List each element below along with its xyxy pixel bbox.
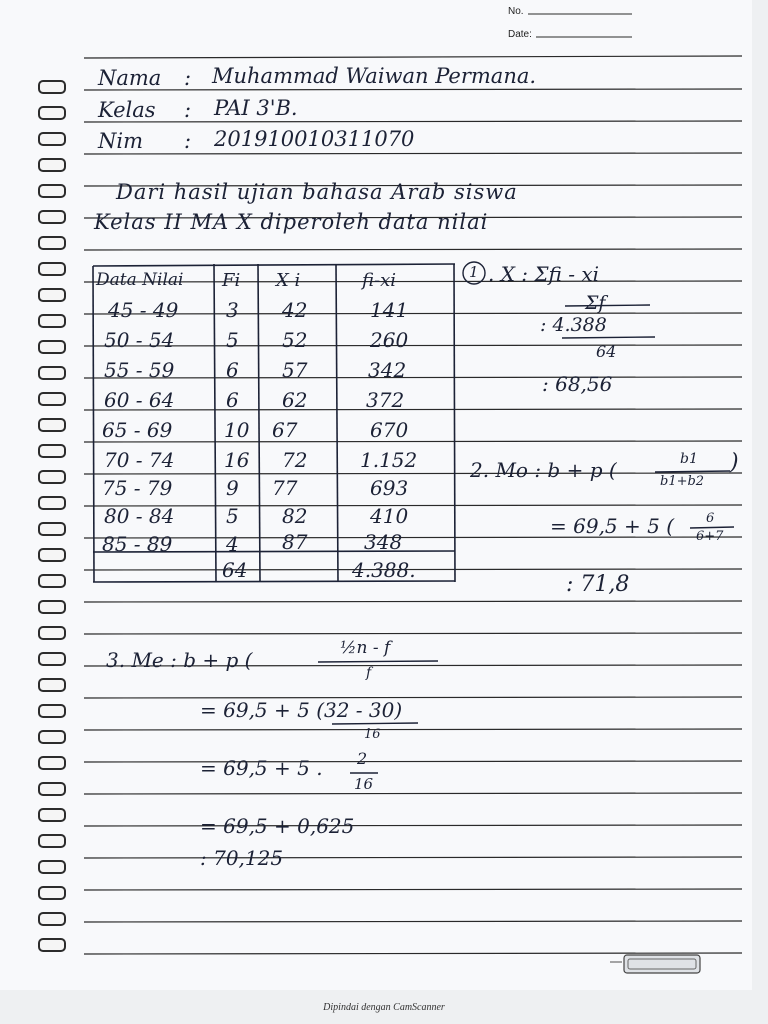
cell-fi: 6 — [226, 358, 239, 382]
binder-ring — [38, 444, 66, 458]
kelas-separator: : — [184, 98, 192, 122]
cell-xi: 67 — [272, 418, 298, 442]
cell-interval: 70 - 74 — [104, 448, 175, 472]
mean-result: : 68,56 — [542, 372, 613, 396]
mode-frac-num: b1 — [680, 451, 698, 467]
mean-numerator-value: : 4.388 — [540, 314, 607, 336]
cell-xi: 82 — [282, 504, 308, 528]
total-fixi: 4.388. — [352, 558, 416, 582]
median-formula-num: ½n - f — [340, 638, 391, 658]
binder-ring — [38, 834, 66, 848]
cell-fixi: 693 — [370, 476, 409, 500]
binder-ring — [38, 808, 66, 822]
notebook-brand-logo — [606, 952, 706, 978]
binder-ring — [38, 782, 66, 796]
binder-ring — [38, 470, 66, 484]
binder-ring — [38, 626, 66, 640]
binder-ring — [38, 652, 66, 666]
no-label: No. — [508, 6, 524, 17]
binder-ring — [38, 262, 66, 276]
mean-denominator-value: 64 — [596, 342, 617, 361]
cell-xi: 42 — [282, 298, 308, 322]
binder-ring — [38, 756, 66, 770]
cell-interval: 45 - 49 — [108, 298, 179, 322]
scanner-footer: Dipindai dengan CamScanner — [323, 1002, 445, 1013]
cell-interval: 55 - 59 — [104, 358, 175, 382]
intro-line-1: Dari hasil ujian bahasa Arab siswa — [116, 180, 518, 204]
nim-label: Nim — [98, 129, 144, 153]
binder-ring — [38, 184, 66, 198]
binder-ring — [38, 210, 66, 224]
cell-fi: 6 — [226, 388, 239, 412]
median-step1: = 69,5 + 5 (32 - 30) — [200, 698, 403, 722]
mode-step-num: 6 — [706, 511, 715, 526]
nim-separator: : — [184, 129, 192, 153]
cell-fixi: 1.152 — [360, 448, 418, 472]
nim-value: 201910010311070 — [214, 127, 415, 151]
binder-ring — [38, 80, 66, 94]
mean-marker: 1 — [469, 263, 479, 281]
cell-fixi: 342 — [368, 358, 407, 382]
date-label: Date: — [508, 29, 532, 40]
binder-ring — [38, 678, 66, 692]
binder-ring — [38, 314, 66, 328]
binder-ring — [38, 886, 66, 900]
cell-interval: 65 - 69 — [102, 418, 173, 442]
table-header-data-nilai: Data Nilai — [96, 270, 184, 290]
cell-interval: 60 - 64 — [104, 388, 175, 412]
cell-fi: 5 — [226, 328, 239, 352]
mode-formula: 2. Mo : b + p ( — [470, 458, 617, 482]
mode-result: : 71,8 — [566, 572, 630, 597]
binder-ring — [38, 158, 66, 172]
nama-label: Nama — [98, 66, 162, 90]
binder-ring — [38, 548, 66, 562]
cell-fixi: 141 — [370, 298, 409, 322]
binder-ring — [38, 574, 66, 588]
cell-fi: 10 — [224, 418, 250, 442]
mode-close: ) — [730, 450, 739, 475]
cell-fi: 5 — [226, 504, 239, 528]
median-step2: = 69,5 + 5 . — [200, 756, 323, 780]
binder-ring — [38, 236, 66, 250]
binder-ring — [38, 730, 66, 744]
nama-value: Muhammad Waiwan Permana. — [212, 64, 537, 88]
binder-ring — [38, 132, 66, 146]
mean-formula: . X : Σfi - xi — [488, 262, 600, 286]
binder-ring — [38, 106, 66, 120]
cell-interval: 80 - 84 — [104, 504, 175, 528]
binder-ring — [38, 340, 66, 354]
binder-ring — [38, 366, 66, 380]
cell-fi: 3 — [226, 298, 239, 322]
median-step2-den: 16 — [354, 775, 374, 793]
cell-fixi: 260 — [370, 328, 409, 352]
cell-fixi: 348 — [364, 530, 403, 554]
cell-xi: 72 — [282, 448, 308, 472]
mode-step-den: 6+7 — [696, 529, 724, 544]
mode-frac-den: b1+b2 — [660, 474, 705, 489]
median-result: : 70,125 — [200, 846, 284, 870]
binder-ring — [38, 392, 66, 406]
table-header-xi: X i — [276, 270, 301, 291]
binder-ring — [38, 418, 66, 432]
mean-denominator: Σf — [585, 292, 606, 314]
cell-fi: 16 — [224, 448, 250, 472]
binder-ring — [38, 938, 66, 952]
cell-interval: 50 - 54 — [104, 328, 175, 352]
cell-xi: 57 — [282, 358, 308, 382]
table-header-fi: Fi — [222, 270, 241, 291]
binder-ring — [38, 288, 66, 302]
cell-fi: 4 — [226, 532, 239, 556]
cell-fi: 9 — [226, 476, 239, 500]
cell-fixi: 372 — [366, 388, 405, 412]
table-header-fixi: fi-xi — [362, 270, 396, 291]
cell-xi: 77 — [272, 476, 298, 500]
median-step1-den: 16 — [364, 727, 381, 742]
median-step2-num: 2 — [357, 749, 368, 768]
cell-xi: 87 — [282, 530, 308, 554]
cell-fixi: 410 — [370, 504, 409, 528]
median-formula: 3. Me : b + p ( — [106, 648, 253, 672]
kelas-value: PAI 3'B. — [214, 96, 298, 120]
binder-ring — [38, 496, 66, 510]
cell-xi: 52 — [282, 328, 308, 352]
binder-ring — [38, 522, 66, 536]
median-formula-den: f — [366, 665, 372, 681]
binder-ring — [38, 860, 66, 874]
total-fi: 64 — [222, 558, 248, 582]
cell-fixi: 670 — [370, 418, 409, 442]
median-step3: = 69,5 + 0,625 — [200, 814, 355, 838]
cell-interval: 85 - 89 — [102, 532, 173, 556]
cell-xi: 62 — [282, 388, 308, 412]
cell-interval: 75 - 79 — [102, 476, 173, 500]
nama-separator: : — [184, 66, 192, 90]
binder-ring — [38, 912, 66, 926]
binder-ring — [38, 704, 66, 718]
intro-line-2: Kelas II MA X diperoleh data nilai — [94, 210, 489, 234]
mode-step: = 69,5 + 5 ( — [550, 514, 675, 538]
binder-ring — [38, 600, 66, 614]
kelas-label: Kelas — [98, 98, 156, 122]
